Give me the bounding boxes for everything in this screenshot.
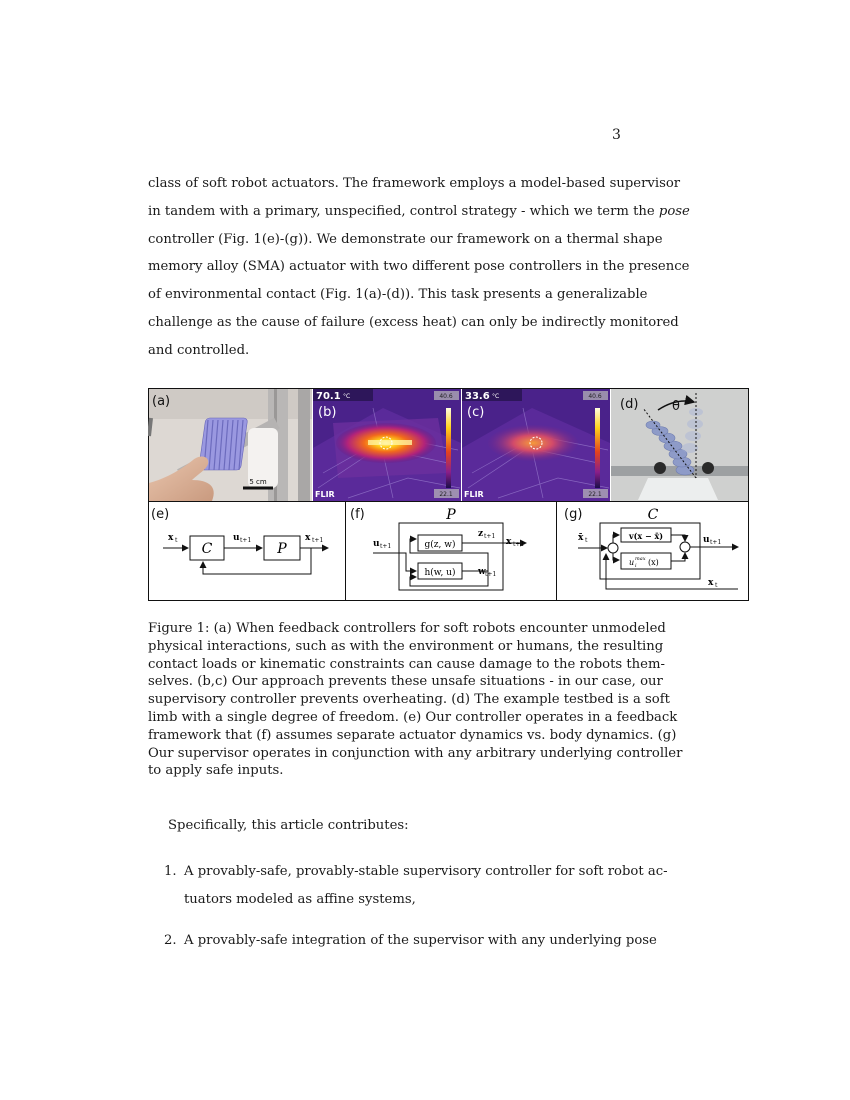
f-g-block: g(z, w) (424, 540, 456, 550)
body-line: and controlled. (148, 342, 250, 358)
thermal-b-unit: °C (343, 393, 351, 400)
g-out-sub: t+1 (710, 539, 722, 546)
thermal-b-brand: FLIR (315, 490, 335, 499)
thermal-c-top-tag: 40.6 (588, 393, 602, 400)
panel-label-d: (d) (620, 397, 639, 412)
e-out-sub: t+1 (312, 537, 324, 544)
panel-label-e: (e) (151, 507, 170, 522)
panel-b-thermal (313, 389, 461, 501)
list-item-number: 1. (164, 864, 177, 879)
g-umax-arg: (x) (648, 558, 659, 567)
panel-c-thermal (462, 389, 610, 501)
body-line-text: in tandem with a primary, unspecified, control strategy - which we term the (148, 203, 655, 219)
caption-line: framework that (f) assumes separate actuator dynamics vs. body dynamics. (g) (148, 727, 677, 743)
caption-line: limb with a single degree of freedom. (e) Our controller operates in a feedback (148, 709, 678, 725)
panel-label-a: (a) (152, 394, 171, 409)
g-title-C: C (647, 507, 659, 523)
g-out-label: u (703, 535, 710, 545)
figure-1 (148, 388, 749, 601)
panel-d-photo (611, 389, 748, 501)
caption-line: selves. (b,c) Our approach prevents these unsafe situations - in our case, our (148, 674, 663, 690)
f-x-label: x (506, 537, 512, 547)
thermal-c-brand: FLIR (464, 490, 484, 499)
body-line: of environmental contact (Fig. 1(a)-(d)). This task presents a generalizable (148, 287, 648, 303)
g-umax-sup: max (635, 556, 646, 562)
figure-caption (148, 620, 683, 780)
pose-emphasis: pose (658, 203, 690, 219)
f-z-label: z (478, 529, 484, 539)
page-number: 3 (612, 127, 621, 143)
e-input-label: x (168, 533, 174, 543)
g-v-block: v(x − x̄) (628, 531, 664, 541)
caption-line: supervisory controller prevents overheating. (d) The example testbed is a soft (148, 692, 670, 708)
thermal-c-unit: °C (492, 393, 500, 400)
theta-label: θ (672, 399, 680, 414)
f-input-label: u (373, 539, 380, 549)
panel-label-f: (f) (350, 507, 365, 522)
e-controller-C: C (201, 541, 213, 557)
body-line: memory alloy (SMA) actuator with two different pose controllers in the presence (148, 259, 690, 275)
panel-a-photo (149, 389, 312, 501)
e-input-sub: t (175, 537, 178, 544)
list-item (164, 927, 657, 955)
g-fb-label: x (708, 578, 714, 588)
list-item-line: A provably-safe, provably-stable supervisory controller for soft robot ac- (184, 864, 668, 879)
list-item-line: A provably-safe integration of the supervisor with any underlying pose (184, 932, 657, 948)
e-mid-label: u (233, 533, 240, 543)
e-plant-P: P (277, 541, 287, 557)
e-mid-sub: t+1 (240, 537, 252, 544)
caption-line: contact loads or kinematic constraints can cause damage to the robots them- (148, 656, 665, 672)
f-w-label: w (478, 567, 486, 577)
f-h-block: h(w, u) (424, 568, 456, 578)
g-input-label: x̄ (578, 533, 584, 543)
panel-label-b: (b) (318, 405, 337, 420)
f-z-sub: t+1 (484, 533, 496, 540)
f-x-sub: t+1 (513, 541, 525, 548)
body-paragraph (148, 170, 690, 365)
thermal-c-temp: 33.6 (465, 391, 490, 402)
panel-label-c: (c) (467, 405, 485, 420)
contributions-intro: Specifically, this article contributes: (168, 818, 409, 833)
f-title-P: P (446, 507, 456, 523)
e-out-label: x (305, 533, 311, 543)
thermal-b-bot-tag: 22.1 (439, 491, 453, 498)
g-fb-sub: t (715, 582, 718, 589)
thermal-c-bot-tag: 22.1 (588, 491, 602, 498)
caption-line: to apply safe inputs. (148, 763, 284, 779)
caption-line: physical interactions, such as with the environment or humans, the resulting (148, 638, 664, 654)
body-line: class of soft robot actuators. The framework employs a model-based supervisor (148, 176, 681, 191)
body-line: controller (Fig. 1(e)-(g)). We demonstrate our framework on a thermal shape (148, 231, 663, 247)
thermal-b-temp: 70.1 (316, 391, 341, 402)
thermal-b-top-tag: 40.6 (439, 393, 453, 400)
caption-line: Figure 1: (a) When feedback controllers for soft robots encounter unmodeled (148, 621, 666, 636)
panel-label-g: (g) (564, 507, 583, 522)
f-w-sub: t+1 (485, 571, 497, 578)
scale-bar-label: 5 cm (249, 478, 267, 486)
list-item (164, 858, 668, 914)
body-line (148, 198, 690, 226)
g-umax-u: u (629, 558, 635, 567)
body-line: challenge as the cause of failure (excess heat) can only be indirectly monitored (148, 314, 679, 330)
g-umax-sub: i (635, 563, 637, 569)
list-item-number: 2. (164, 932, 177, 948)
list-item-line: tuators modeled as affine systems, (184, 891, 416, 907)
caption-line: Our supervisor operates in conjunction with any arbitrary underlying controller (148, 745, 683, 761)
contributions-list (164, 858, 668, 967)
g-input-sub: t (585, 537, 588, 544)
f-input-sub: t+1 (380, 543, 392, 550)
